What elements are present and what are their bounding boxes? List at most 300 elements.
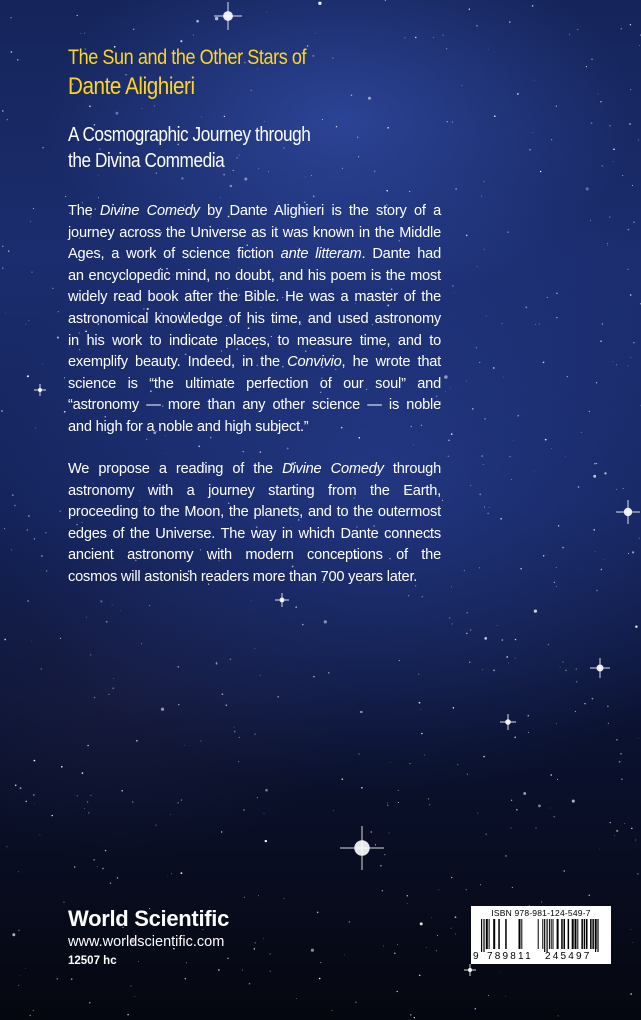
star [466, 633, 467, 634]
star [31, 641, 32, 642]
star [616, 739, 618, 741]
barcode-bar [542, 919, 543, 949]
star [429, 804, 430, 805]
star [502, 639, 504, 641]
star [543, 362, 545, 364]
star [609, 217, 610, 218]
star [630, 89, 631, 90]
star [94, 697, 96, 699]
star [494, 115, 496, 117]
star [127, 1014, 128, 1015]
text-run: Ages, a work of science fiction [68, 246, 281, 263]
star [336, 126, 337, 127]
star [632, 185, 633, 186]
star [454, 292, 455, 293]
star [115, 112, 118, 115]
star [35, 428, 36, 429]
text-run: and high for a noble and high subject.” [68, 418, 309, 435]
star [324, 620, 327, 623]
sparkle-star [340, 826, 384, 870]
star [578, 486, 580, 488]
star [638, 139, 639, 140]
star [52, 288, 53, 289]
barcode-guard-bar [595, 919, 596, 952]
star [466, 381, 467, 382]
star [6, 846, 7, 847]
star [556, 106, 557, 107]
star [446, 48, 447, 49]
star [386, 190, 387, 191]
star [30, 221, 31, 222]
star [254, 733, 256, 735]
star [14, 505, 16, 507]
text-run: cosmos will astonish readers more than 700 years later. [68, 568, 418, 585]
text-line [68, 502, 441, 524]
star [421, 733, 423, 735]
star [218, 969, 220, 971]
star [108, 694, 109, 695]
star [601, 569, 603, 571]
star [632, 551, 634, 553]
star [42, 147, 43, 148]
star [551, 808, 552, 809]
star [3, 266, 4, 267]
star [244, 897, 245, 898]
star [600, 101, 602, 103]
star [639, 45, 640, 46]
star [341, 778, 343, 780]
star [296, 998, 297, 999]
star [614, 835, 615, 836]
star [4, 528, 5, 529]
star [475, 1008, 477, 1010]
text-line [68, 244, 441, 266]
star [484, 249, 485, 250]
star [177, 666, 178, 667]
star [243, 451, 244, 452]
star [28, 515, 30, 517]
star [407, 903, 408, 904]
star [225, 704, 227, 706]
star [455, 188, 457, 190]
star [448, 439, 450, 441]
star [112, 687, 114, 689]
star [586, 187, 589, 190]
star [499, 972, 500, 973]
star [621, 779, 622, 780]
star [589, 895, 590, 896]
star [117, 877, 119, 879]
star [477, 813, 478, 814]
star [12, 494, 14, 496]
star [313, 676, 315, 678]
star [422, 596, 424, 598]
star [479, 362, 480, 363]
star [589, 411, 590, 412]
barcode-guard-bar [597, 919, 598, 952]
text-line [68, 331, 441, 353]
star [351, 95, 353, 97]
star [360, 711, 361, 712]
barcode-digits-group-2: 245497 [545, 951, 592, 962]
star [628, 553, 629, 554]
star [387, 803, 388, 804]
star [34, 803, 35, 804]
barcode-bar [553, 919, 554, 949]
star [640, 405, 641, 406]
star [637, 873, 638, 874]
star [538, 805, 541, 808]
star [607, 705, 609, 707]
star [42, 364, 43, 365]
subtitle-line-2: the Divina Commedia [68, 150, 225, 172]
star [25, 324, 26, 325]
star [484, 418, 485, 419]
star [489, 507, 490, 508]
text-line [68, 352, 441, 374]
star [361, 711, 363, 713]
star [4, 639, 6, 641]
star [11, 17, 12, 18]
star [284, 898, 285, 899]
star [419, 702, 421, 704]
star [375, 844, 376, 845]
star [484, 637, 487, 640]
star [616, 365, 617, 366]
star [629, 123, 631, 125]
star [551, 139, 552, 140]
barcode-digit-first: 9 [473, 951, 479, 962]
star [331, 1010, 332, 1011]
star [536, 828, 537, 829]
barcode-bar [561, 919, 563, 949]
star [590, 220, 591, 221]
star [149, 605, 150, 606]
star [627, 269, 628, 270]
star [413, 445, 414, 446]
star [477, 266, 478, 267]
star [394, 953, 396, 955]
star [167, 876, 168, 877]
star [33, 208, 34, 209]
star [342, 168, 343, 169]
star [20, 976, 21, 977]
star [451, 587, 452, 588]
barcode-bar [590, 919, 592, 949]
star [100, 600, 102, 602]
star [121, 790, 123, 792]
star [527, 715, 529, 717]
barcode-guard-bar [544, 919, 545, 952]
star [613, 161, 614, 162]
text-run: The [68, 203, 100, 219]
star [242, 970, 243, 971]
star [64, 377, 65, 378]
star [528, 732, 529, 733]
star [598, 94, 599, 95]
star [408, 595, 409, 596]
star [313, 196, 315, 198]
star [557, 779, 558, 780]
italic-title: Divine Comedy [282, 461, 384, 477]
star [65, 196, 66, 197]
barcode-bar [568, 919, 570, 949]
star [20, 787, 22, 789]
star [155, 825, 156, 826]
star [200, 740, 201, 741]
product-code: 12507 hc [68, 955, 117, 967]
star [556, 567, 557, 568]
star [455, 916, 457, 918]
star [311, 949, 314, 952]
star [181, 800, 182, 801]
star [505, 996, 506, 997]
star [621, 28, 622, 29]
star [539, 324, 540, 325]
star [178, 802, 179, 803]
sparkle-star [34, 384, 46, 396]
star [547, 297, 548, 298]
star [483, 464, 484, 465]
star [451, 877, 452, 878]
star [577, 29, 578, 30]
star [635, 839, 636, 840]
star [77, 15, 78, 16]
star [322, 119, 323, 120]
star [244, 178, 247, 181]
star [452, 623, 453, 624]
star [358, 156, 359, 157]
star [320, 962, 321, 963]
star [249, 983, 251, 985]
text-line [68, 567, 441, 589]
star [387, 127, 389, 129]
barcode-bar [564, 919, 566, 949]
star [567, 376, 568, 377]
barcode-bar [584, 919, 586, 949]
barcode-bar [549, 919, 550, 949]
book-subtitle [68, 122, 310, 174]
star [595, 551, 596, 552]
star [470, 629, 472, 631]
star [264, 813, 265, 814]
star [7, 119, 8, 120]
publisher-block [68, 906, 229, 967]
star [74, 866, 75, 867]
star [97, 866, 98, 867]
star [457, 764, 458, 765]
barcode-bar [521, 919, 522, 949]
star [319, 978, 321, 980]
star [305, 177, 306, 178]
star [311, 175, 312, 176]
text-line [68, 395, 441, 417]
star [230, 658, 232, 660]
star [397, 991, 398, 992]
star [627, 366, 628, 367]
star [616, 489, 617, 490]
star [130, 986, 131, 987]
star [556, 293, 557, 294]
star [170, 814, 171, 815]
star [120, 610, 121, 611]
star [25, 968, 26, 969]
star [133, 28, 135, 30]
star [405, 37, 406, 38]
barcode-bar [505, 919, 507, 949]
sparkle-star [616, 500, 640, 524]
star [635, 625, 637, 627]
text-run: “astronomy — more than any other science — is noble [68, 397, 441, 414]
star [517, 415, 519, 417]
star [287, 447, 289, 449]
star [482, 669, 483, 670]
star [112, 604, 113, 605]
star [488, 513, 489, 514]
star [216, 663, 218, 665]
text-run: proceeding to the Moon, the planets, and to the outermost [68, 504, 441, 521]
description-paragraph-1 [68, 201, 441, 439]
star [638, 738, 639, 739]
star [397, 944, 398, 945]
barcode-guard-bar [483, 919, 484, 952]
star [420, 922, 423, 925]
star [508, 663, 509, 664]
star [602, 165, 603, 166]
star [562, 547, 564, 549]
star [525, 307, 527, 309]
star [230, 185, 233, 188]
star [223, 174, 225, 176]
star [631, 828, 633, 830]
star [476, 347, 477, 348]
star [619, 761, 621, 763]
star [447, 121, 448, 122]
star [409, 763, 410, 764]
star [599, 849, 600, 850]
star [390, 762, 391, 763]
star [389, 833, 390, 834]
barcode-guard-bar [547, 919, 548, 952]
sparkle-star [500, 714, 516, 730]
star [608, 723, 609, 724]
star [534, 609, 537, 612]
star [534, 80, 535, 81]
star [503, 377, 504, 378]
star [418, 674, 419, 675]
star [358, 754, 359, 755]
barcode-bar [572, 919, 574, 949]
star [442, 500, 443, 501]
star [63, 902, 64, 903]
star [263, 938, 264, 939]
star [556, 723, 557, 724]
star [185, 978, 186, 979]
star [361, 787, 363, 789]
star [161, 708, 164, 711]
star [90, 795, 91, 796]
star [2, 246, 3, 247]
star [515, 639, 517, 641]
text-line [68, 524, 441, 546]
text-line [68, 481, 441, 503]
star [87, 802, 88, 803]
star [486, 316, 487, 317]
star [89, 1002, 90, 1003]
star [60, 638, 61, 639]
star [270, 953, 271, 954]
star [469, 662, 470, 663]
star [31, 272, 32, 273]
star [409, 191, 410, 192]
star [633, 342, 634, 343]
star [371, 831, 372, 832]
star [541, 902, 542, 903]
star [569, 34, 570, 35]
star [266, 12, 267, 13]
publisher-url: www.worldscientific.com [68, 934, 225, 950]
star [28, 600, 29, 601]
star [113, 678, 114, 679]
text-line [68, 201, 441, 223]
barcode-bar [551, 919, 552, 949]
text-line [68, 266, 441, 288]
star [500, 518, 502, 520]
star [607, 245, 608, 246]
star [607, 243, 608, 244]
star [86, 617, 87, 618]
star [255, 648, 256, 649]
star [479, 494, 481, 496]
star [543, 555, 544, 556]
barcode-bars [477, 919, 605, 952]
star [515, 657, 516, 658]
star [516, 809, 518, 811]
barcode-bar [486, 919, 488, 949]
star [8, 250, 9, 251]
star [509, 21, 511, 23]
star [532, 5, 534, 7]
star [596, 590, 598, 592]
star [18, 871, 19, 872]
star [81, 33, 82, 34]
text-run: by Dante Alighieri is the story of a [199, 203, 441, 219]
star [295, 606, 297, 608]
star [436, 950, 437, 951]
star [57, 337, 59, 339]
star [258, 895, 259, 896]
star [355, 1002, 356, 1003]
barcode-bar [519, 919, 521, 949]
star [1, 410, 3, 412]
star [220, 197, 221, 198]
star [181, 177, 183, 179]
star [591, 58, 593, 60]
barcode-bar [577, 919, 578, 949]
star [407, 895, 409, 897]
text-run: edges of the Universe. The way in which Dante connects [68, 525, 441, 542]
star [110, 882, 111, 883]
star [2, 268, 3, 269]
star [630, 294, 632, 296]
star [433, 37, 434, 38]
star [535, 324, 536, 325]
star [630, 993, 632, 995]
star [426, 947, 427, 948]
barcode-bar [575, 919, 577, 949]
star [39, 834, 40, 835]
star [260, 675, 261, 676]
